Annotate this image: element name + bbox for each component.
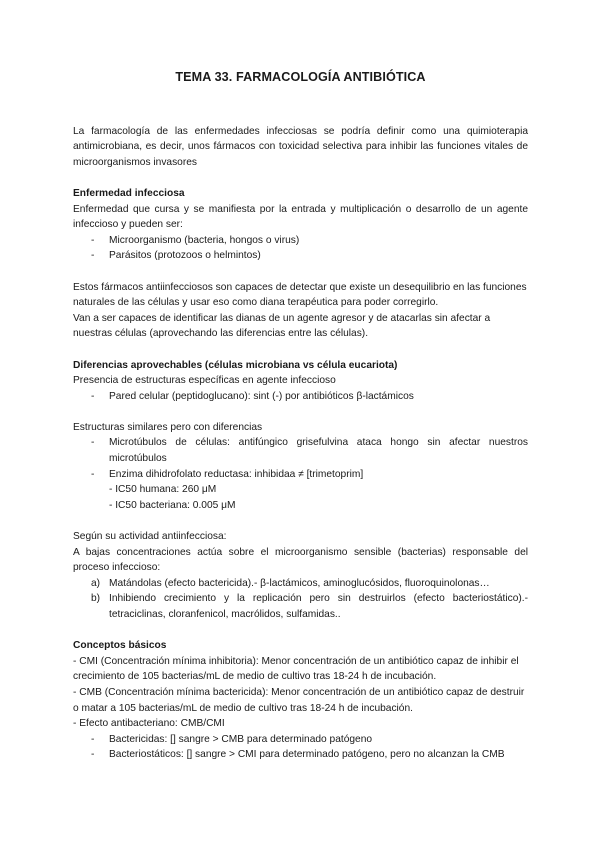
list-conceptos [73,732,528,763]
sub-item: - IC50 humana: 260 μM [109,484,217,496]
list-item-text: Inhibiendo crecimiento y la replicación pero sin destruirlos (efecto bacteriostático).- tetraciclinas, cloranfenicol, macrólidos, sulfamidas.. [109,593,528,620]
list-item [91,591,528,622]
sub-item: - IC50 bacteriana: 0.005 μM [109,499,236,511]
section-heading-diferencias: Diferencias aprovechables (células microbiana vs célula eucariota) [73,359,398,371]
list-enfermedad [73,233,528,264]
concept-cmi: - CMI (Concentración mínima inhibitoria): Menor concentración de un antibiótico capaz de inhibir el crecimiento de 105 bacterias/mL de medio de cultivo tras 18-24 h de incubación. [73,655,519,683]
list-item: - Parásitos (protozoos o helmintos) [91,248,528,264]
list-diferencias [73,389,528,405]
page-title: TEMA 33. FARMACOLOGÍA ANTIBIÓTICA [175,70,426,84]
list-marker: b) [91,593,101,605]
list-item [91,576,528,592]
list-item [91,467,528,514]
intro-paragraph: La farmacología de las enfermedades infecciosas se podría definir como una quimioterapia antimicrobiana, es decir, unos fármacos con toxicidad selectiva para inhibir las funciones vitales de microorganismos invasores [73,125,528,168]
concept-cmb: - CMB (Concentración mínima bactericida): Menor concentración de un antibiótico capaz de destruir o matar a 105 bacterias/mL de medio de cultivo tras 18-24 h de incubación. [73,686,525,714]
section-heading-enfermedad: Enfermedad infecciosa [73,187,185,199]
list-item: - Pared celular (peptidoglucano): sint (-) por antibióticos β-lactámicos [91,389,528,405]
section-heading-actividad: Según su actividad antiinfecciosa: [73,531,227,543]
section-heading-conceptos: Conceptos básicos [73,640,167,652]
list-item: - Bactericidas: [] sangre > CMB para determinado patógeno [91,732,528,748]
list-item-text: Matándolas (efecto bactericida).- β-lactámicos, aminoglucósidos, fluoroquinolonas… [109,577,490,589]
paragraph-dianas: Van a ser capaces de identificar las dianas de un agente agresor y de atacarlas sin afectar a nuestras células (aprovechando las diferencias entre las células). [73,312,491,340]
list-marker: a) [91,577,101,589]
list-actividad [73,576,528,623]
list-item: - Microtúbulos de células: antifúngico grisefulvina ataca hongo sin afectar nuestros microtúbulos [91,435,528,466]
list-item-text: Enzima dihidrofolato reductasa: inhibidaa ≠ [trimetoprim] [109,468,364,480]
section-subheading-estructuras: Presencia de estructuras específicas en agente infeccioso [73,375,336,387]
section-heading-similares: Estructuras similares pero con diferencias [73,421,263,433]
section-text-actividad: A bajas concentraciones actúa sobre el microorganismo sensible (bacterias) responsable del proceso infeccioso: [73,546,528,574]
section-text-enfermedad: Enfermedad que cursa y se manifiesta por la entrada y multiplicación o desarrollo de un agente infeccioso y pueden ser: [73,203,528,231]
list-item: - Microorganismo (bacteria, hongos o virus) [91,233,528,249]
list-similares [73,435,528,513]
list-item: - Bacteriostáticos: [] sangre > CMI para determinado patógeno, pero no alcanzan la CMB [91,747,528,763]
paragraph-farmacos: Estos fármacos antiinfecciosos son capaces de detectar que existe un desequilibrio en las funciones naturales de las células y usar eso como diana terapéutica para poder corregirlo. [73,281,527,309]
concept-efecto: - Efecto antibacteriano: CMB/CMI [73,718,225,730]
